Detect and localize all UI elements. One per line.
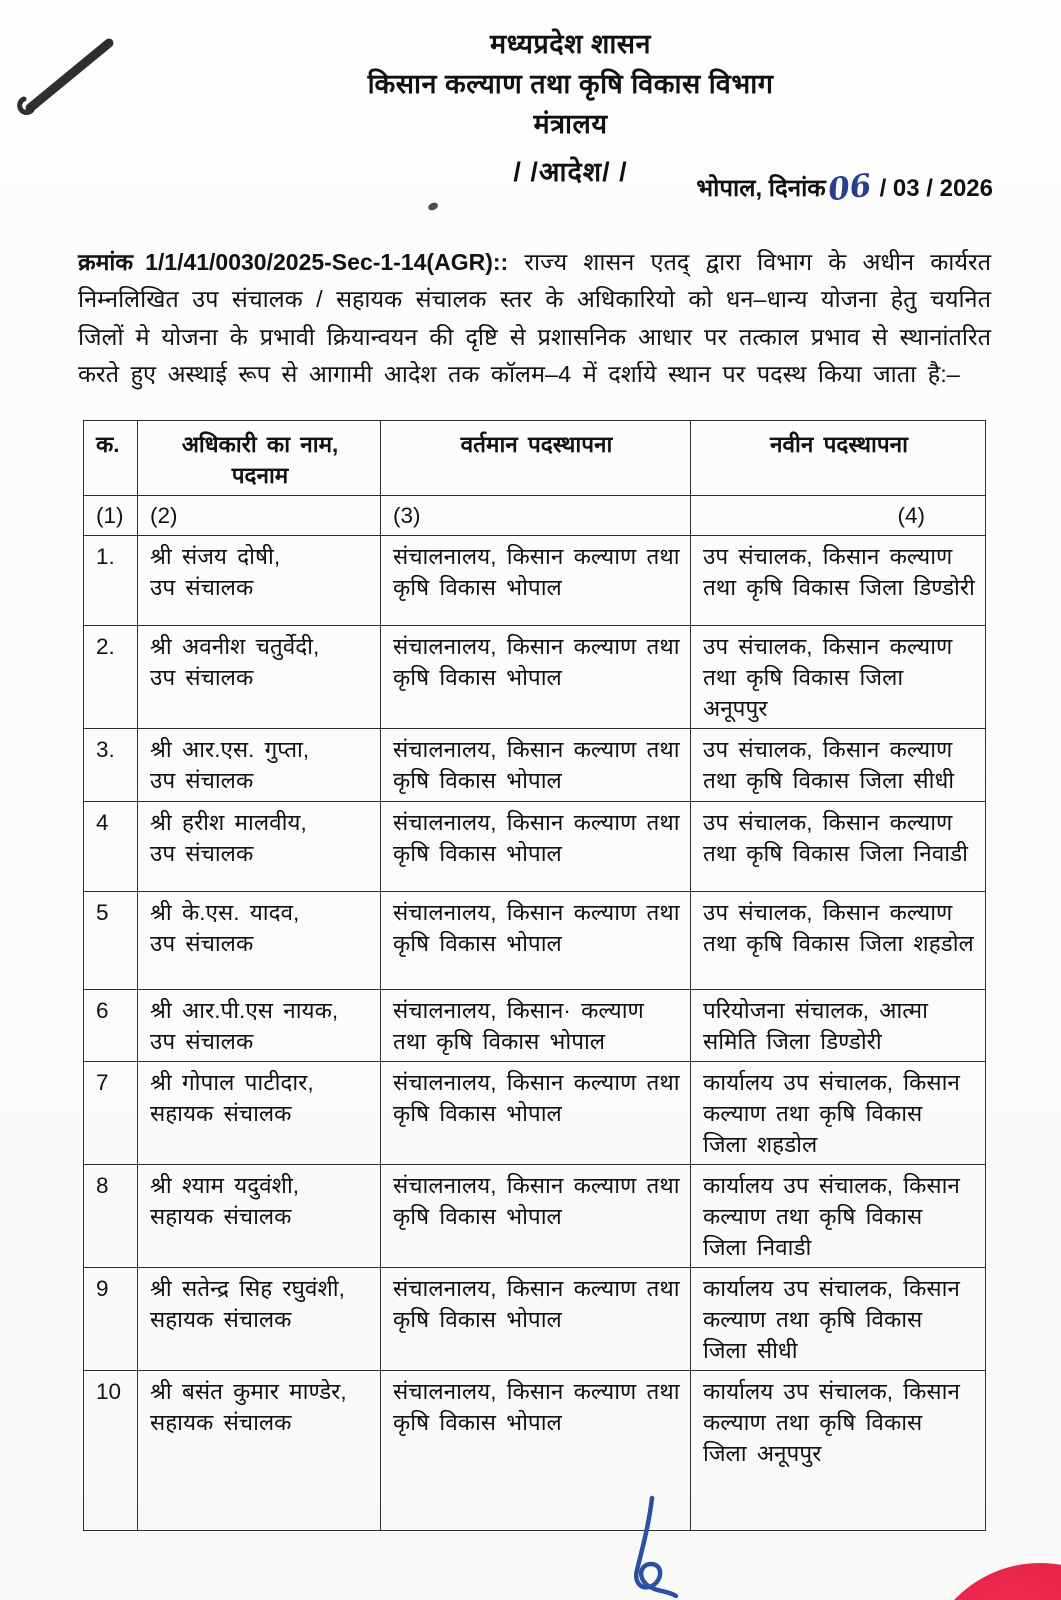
cell-serial: 9 xyxy=(84,1268,138,1371)
table-row xyxy=(84,802,986,892)
reference-number: क्रमांक 1/1/41/0030/2025-Sec-1-14(AGR):: xyxy=(78,248,509,275)
cell-current-posting: संचालनालय, किसान· कल्याण तथा कृषि विकास भोपाल xyxy=(381,990,691,1062)
order-body-paragraph xyxy=(78,244,991,394)
cell-new-posting: परियोजना संचालक, आत्मा समिति जिला डिण्डोरी xyxy=(691,990,986,1062)
stray-ink-dot xyxy=(427,202,438,211)
order-heading: / /आदेश/ / xyxy=(513,157,628,187)
cell-officer: श्री श्याम यदुवंशी, सहायक संचालक xyxy=(138,1165,381,1268)
header-label-row xyxy=(84,421,986,496)
cell-new-posting: उप संचालक, किसान कल्याण तथा कृषि विकास जिला सीधी xyxy=(691,729,986,802)
cell-new-posting: कार्यालय उप संचालक, किसान कल्याण तथा कृषि विकास जिला निवाडी xyxy=(691,1165,986,1268)
letterhead xyxy=(80,24,1061,144)
col-number-1: (1) xyxy=(84,496,138,536)
cell-current-posting: संचालनालय, किसान कल्याण तथा कृषि विकास भोपाल xyxy=(381,802,691,892)
table-row xyxy=(84,536,986,626)
header-number-row xyxy=(84,496,986,536)
cell-serial: 6 xyxy=(84,990,138,1062)
header-officer-name: अधिकारी का नाम, पदनाम xyxy=(138,421,381,496)
cell-current-posting: संचालनालय, किसान कल्याण तथा कृषि विकास भोपाल xyxy=(381,1371,691,1531)
cell-serial: 3. xyxy=(84,729,138,802)
cell-current-posting: संचालनालय, किसान कल्याण तथा कृषि विकास भोपाल xyxy=(381,892,691,990)
table-row xyxy=(84,892,986,990)
cell-new-posting: उप संचालक, किसान कल्याण तथा कृषि विकास जिला अनूपपुर xyxy=(691,626,986,729)
cell-officer: श्री हरीश मालवीय, उप संचालक xyxy=(138,802,381,892)
transfer-table xyxy=(83,420,986,1531)
cell-officer: श्री आर.पी.एस नायक, उप संचालक xyxy=(138,990,381,1062)
red-circle-stamp xyxy=(922,1563,1061,1600)
cell-officer: श्री के.एस. यादव, उप संचालक xyxy=(138,892,381,990)
cell-current-posting: संचालनालय, किसान कल्याण तथा कृषि विकास भोपाल xyxy=(381,1062,691,1165)
cell-new-posting: कार्यालय उप संचालक, किसान कल्याण तथा कृषि विकास जिला सीधी xyxy=(691,1268,986,1371)
cell-new-posting: उप संचालक, किसान कल्याण तथा कृषि विकास जिला निवाडी xyxy=(691,802,986,892)
cell-officer: श्री बसंत कुमार माण्डेर, सहायक संचालक xyxy=(138,1371,381,1531)
table-row xyxy=(84,990,986,1062)
ministry-title: मंत्रालय xyxy=(533,109,608,139)
cell-officer: श्री सतेन्द्र सिह रघुवंशी, सहायक संचालक xyxy=(138,1268,381,1371)
table-row xyxy=(84,1268,986,1371)
cell-serial: 7 xyxy=(84,1062,138,1165)
table-row xyxy=(84,729,986,802)
handwritten-day: 06 xyxy=(825,167,874,209)
header-serial: क. xyxy=(84,421,138,496)
header-new-posting: नवीन पदस्थापना xyxy=(691,421,986,496)
col-number-4: (4) xyxy=(691,496,986,536)
signature-mark xyxy=(608,1492,708,1600)
cell-officer: श्री संजय दोषी, उप संचालक xyxy=(138,536,381,626)
cell-serial: 8 xyxy=(84,1165,138,1268)
cell-officer: श्री अवनीश चतुर्वेदी, उप संचालक xyxy=(138,626,381,729)
cell-current-posting: संचालनालय, किसान कल्याण तथा कृषि विकास भोपाल xyxy=(381,1268,691,1371)
table-row xyxy=(84,1371,986,1531)
place-date-line xyxy=(696,167,993,209)
cell-new-posting: कार्यालय उप संचालक, किसान कल्याण तथा कृषि विकास जिला अनूपपुर xyxy=(691,1371,986,1531)
cell-serial: 10 xyxy=(84,1371,138,1531)
cell-new-posting: उप संचालक, किसान कल्याण तथा कृषि विकास जिला डिण्डोरी xyxy=(691,536,986,626)
place-date-prefix: भोपाल, दिनांक xyxy=(696,175,826,202)
cell-current-posting: संचालनालय, किसान कल्याण तथा कृषि विकास भोपाल xyxy=(381,729,691,802)
cell-new-posting: कार्यालय उप संचालक, किसान कल्याण तथा कृषि विकास जिला शहडोल xyxy=(691,1062,986,1165)
cell-current-posting: संचालनालय, किसान कल्याण तथा कृषि विकास भोपाल xyxy=(381,536,691,626)
government-title: मध्यप्रदेश शासन xyxy=(489,29,652,59)
table-row xyxy=(84,626,986,729)
table-row xyxy=(84,1165,986,1268)
cell-serial: 5 xyxy=(84,892,138,990)
col-number-3: (3) xyxy=(381,496,691,536)
date-rest: / 03 / 2026 xyxy=(879,175,993,202)
cell-new-posting: उप संचालक, किसान कल्याण तथा कृषि विकास जिला शहडोल xyxy=(691,892,986,990)
cell-serial: 2. xyxy=(84,626,138,729)
department-title: किसान कल्याण तथा कृषि विकास विभाग xyxy=(367,69,774,99)
col-number-2: (2) xyxy=(138,496,381,536)
order-body-text: राज्य शासन एतद् द्वारा विभाग के अधीन कार्यरत निम्नलिखित उप संचालक / सहायक संचालक स्तर के अधिकारियो को धन–धान्य योजना हेतु चयनित जिलों मे योजना के प्रभावी क्रियान्वयन की दृष्टि से प्रशासनिक आधार पर तत्काल प्रभाव से स्थानांतरित करते हुए अस्थाई रूप से आगामी आदेश तक कॉलम–4 में दर्शाये स्थान पर पदस्थ किया जाता है:– xyxy=(78,248,992,387)
table-header xyxy=(84,421,986,536)
cell-serial: 4 xyxy=(84,802,138,892)
header-current-posting: वर्तमान पदस्थापना xyxy=(381,421,691,496)
cell-current-posting: संचालनालय, किसान कल्याण तथा कृषि विकास भोपाल xyxy=(381,626,691,729)
cell-current-posting: संचालनालय, किसान कल्याण तथा कृषि विकास भोपाल xyxy=(381,1165,691,1268)
cell-serial: 1. xyxy=(84,536,138,626)
cell-officer: श्री गोपाल पाटीदार, सहायक संचालक xyxy=(138,1062,381,1165)
cell-officer: श्री आर.एस. गुप्ता, उप संचालक xyxy=(138,729,381,802)
table-row xyxy=(84,1062,986,1165)
